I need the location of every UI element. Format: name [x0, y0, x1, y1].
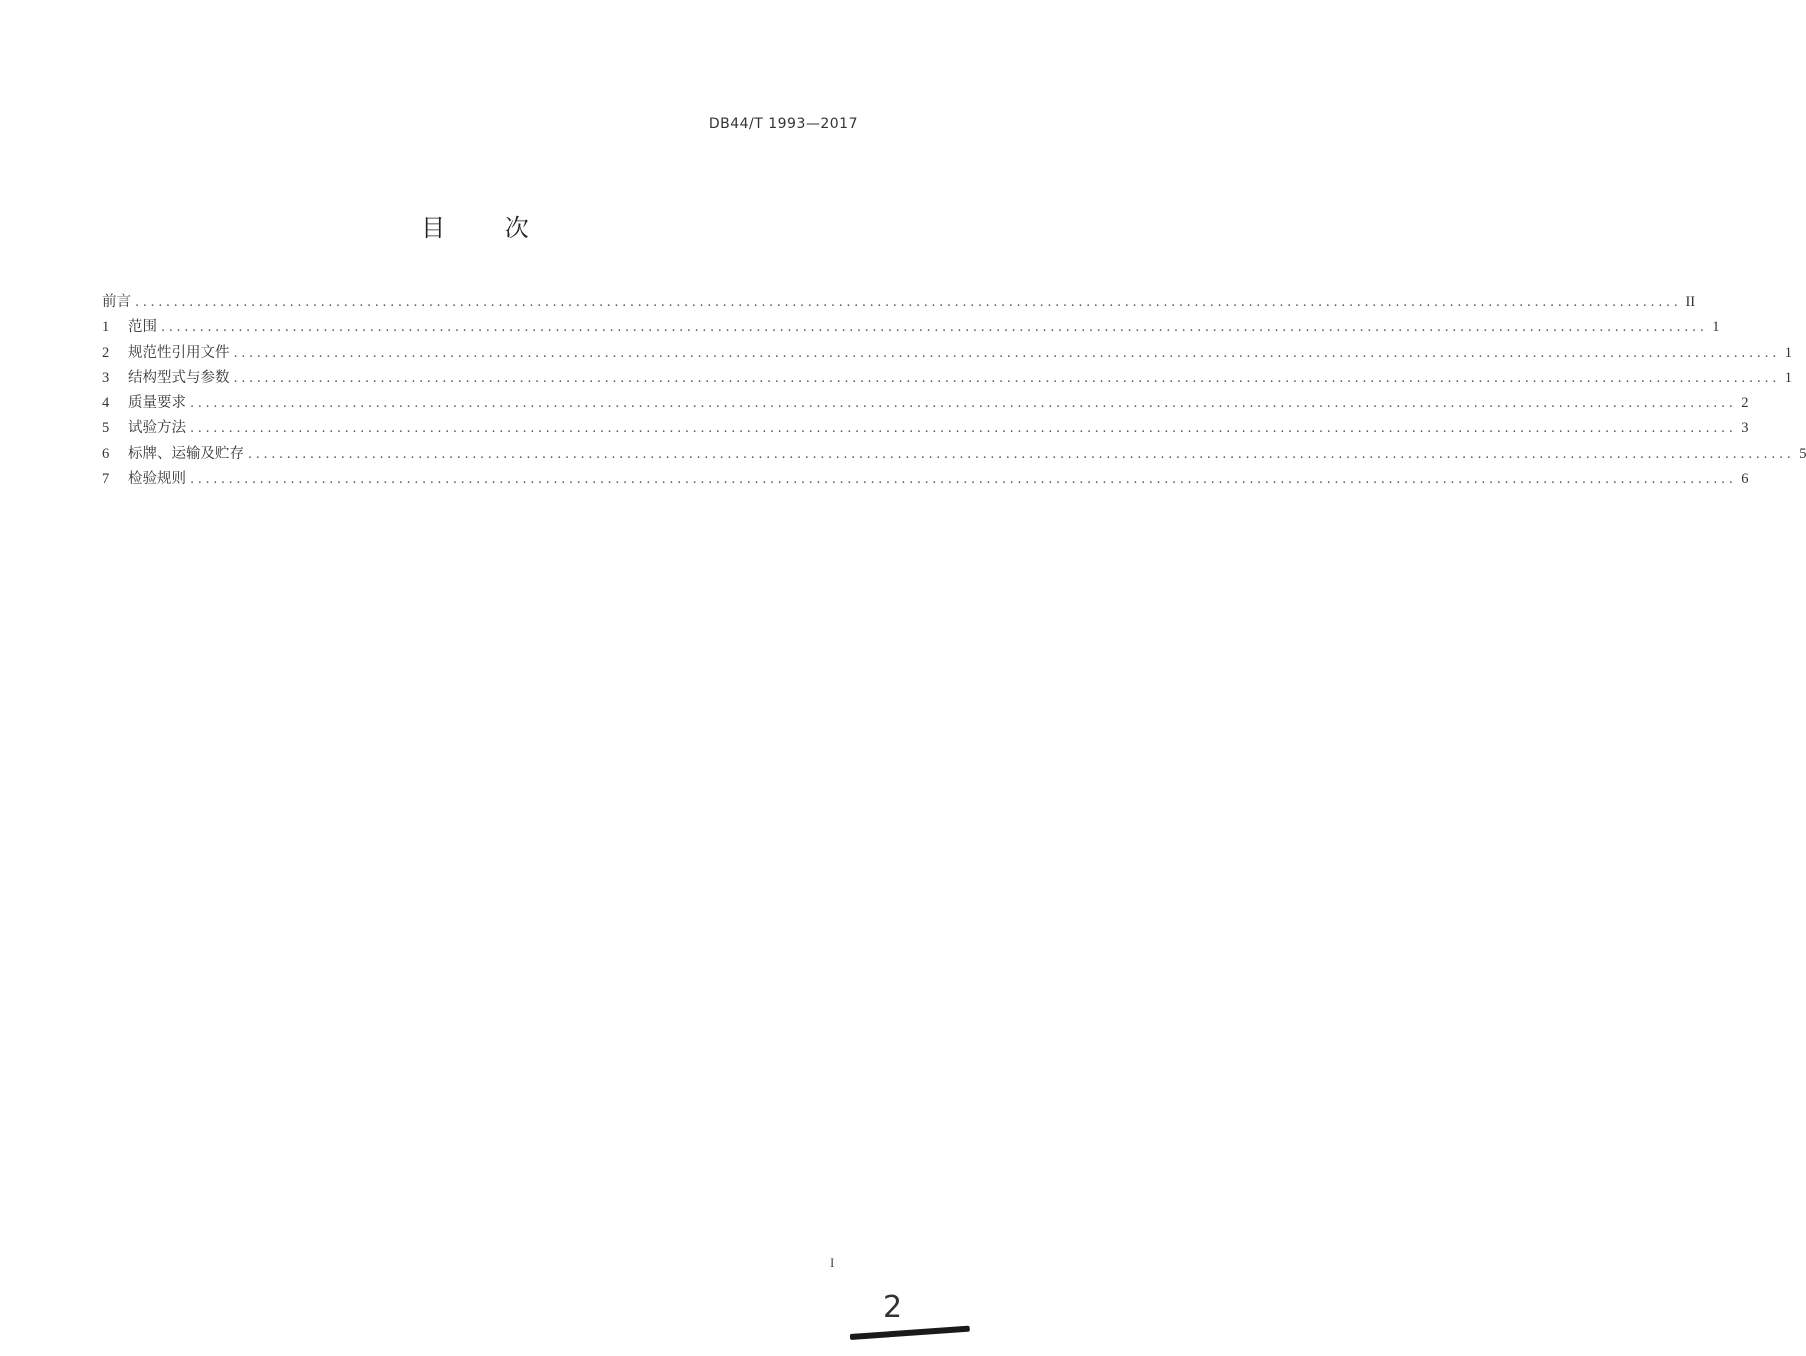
- toc-entry-number: 3: [102, 369, 110, 386]
- toc-entry-2[interactable]: [102, 341, 1792, 366]
- toc-entry-label: 前言: [102, 294, 131, 310]
- toc-entry-number: 7: [102, 471, 110, 488]
- toc-entry-page: 1: [1712, 319, 1720, 336]
- toc-entry-page: II: [1685, 294, 1696, 310]
- toc-entry-number: 5: [102, 420, 110, 437]
- toc-entry-label: 规范性引用文件: [128, 344, 230, 361]
- handwritten-page-mark: 2: [883, 1290, 903, 1325]
- toc-entry-1[interactable]: [102, 315, 1720, 340]
- toc-entry-3[interactable]: [102, 366, 1792, 391]
- toc-leader-dots: ........................................................................................................................................................................................................: [233, 345, 1780, 361]
- toc-entry-foreword[interactable]: [102, 290, 1696, 315]
- toc-entry-page: 6: [1741, 471, 1749, 488]
- toc-list: [102, 290, 1806, 492]
- toc-title: 目 次: [421, 214, 555, 242]
- toc-leader-dots: ........................................................................................................................................................................................................: [190, 472, 1737, 488]
- toc-leader-dots: ........................................................................................................................................................................................................: [233, 370, 1780, 386]
- toc-entry-page: 5: [1799, 445, 1806, 462]
- toc-entry-label: 结构型式与参数: [128, 369, 230, 386]
- toc-entry-page: 3: [1741, 420, 1749, 437]
- toc-entry-label: 质量要求: [128, 395, 186, 412]
- toc-entry-4[interactable]: [102, 391, 1749, 416]
- scan-edge-shadow: [850, 1326, 970, 1340]
- toc-leader-dots: ........................................................................................................................................................................................................: [248, 446, 1795, 462]
- toc-entry-page: 1: [1784, 369, 1792, 386]
- standard-code: DB44/T 1993—2017: [708, 116, 858, 132]
- toc-entry-6[interactable]: [102, 442, 1806, 467]
- toc-leader-dots: ........................................................................................................................................................................................................: [161, 320, 1708, 336]
- toc-entry-label: 标牌、运输及贮存: [128, 445, 244, 462]
- toc-entry-5[interactable]: [102, 416, 1749, 441]
- toc-entry-number: 6: [102, 445, 110, 462]
- toc-entry-page: 2: [1741, 395, 1749, 412]
- toc-entry-label: 范围: [128, 319, 157, 336]
- toc-entry-number: 4: [102, 395, 110, 412]
- page-number: I: [830, 1255, 835, 1270]
- toc-entry-number: 2: [102, 344, 110, 361]
- toc-entry-label: 检验规则: [128, 471, 186, 488]
- toc-leader-dots: ........................................................................................................................................................................................................: [190, 421, 1737, 437]
- toc-entry-label: 试验方法: [128, 420, 186, 437]
- toc-leader-dots: ........................................................................................................................................................................................................: [135, 295, 1682, 310]
- toc-entry-7[interactable]: [102, 467, 1749, 492]
- toc-entry-number: 1: [102, 319, 110, 336]
- toc-entry-page: 1: [1784, 344, 1792, 361]
- toc-leader-dots: ........................................................................................................................................................................................................: [190, 396, 1737, 412]
